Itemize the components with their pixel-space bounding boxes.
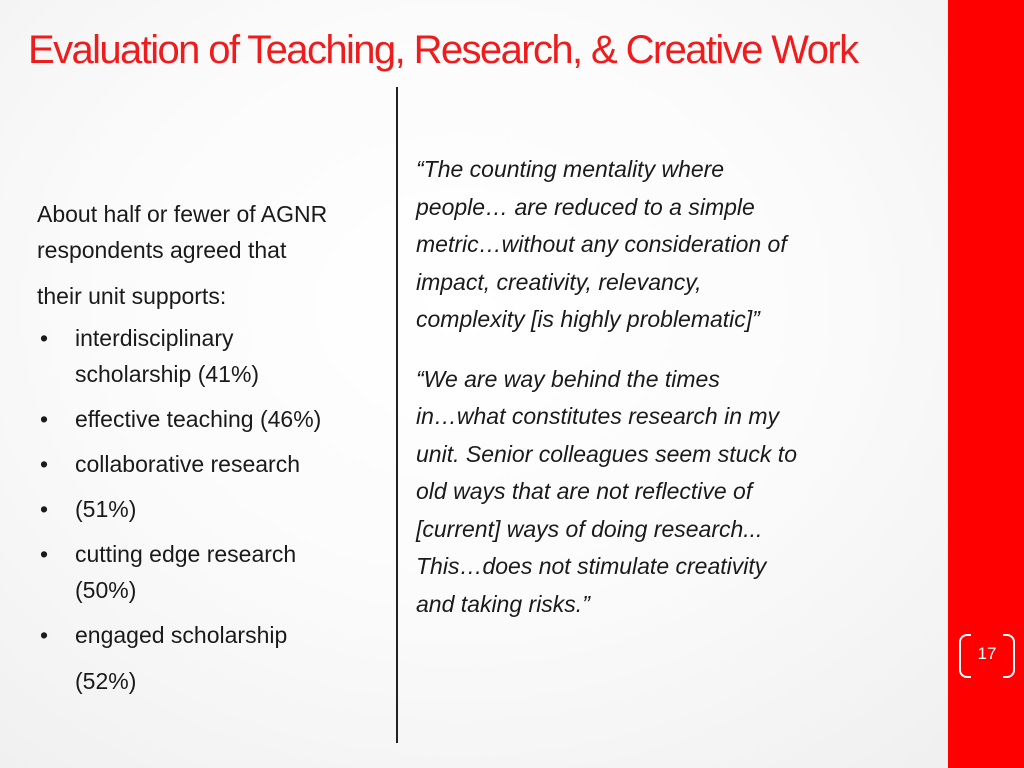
quote-line: and taking risks.” (416, 590, 590, 617)
list-item (37, 401, 417, 437)
list-item-text: engaged scholarship (75, 622, 288, 648)
bullet-icon: • (40, 496, 49, 522)
quote-line: metric…without any consideration of (416, 231, 787, 257)
quote-block (416, 361, 926, 624)
list-item-text: (52%) (75, 668, 137, 694)
page-number-badge (959, 632, 1015, 680)
list-item-text: (50%) (75, 577, 137, 603)
quote-line: people… are reduced to a simple (416, 193, 755, 220)
list-item (37, 491, 417, 527)
quote-line: “The counting mentality where (416, 156, 725, 182)
intro-line: their unit supports: (37, 283, 227, 309)
quote-line: old ways that are not reflective of (416, 478, 753, 504)
bullet-icon: • (40, 622, 49, 648)
quote-block (416, 151, 926, 339)
quote-line: [current] ways of doing research... (416, 515, 763, 542)
list-item-text: interdisciplinary (75, 325, 234, 351)
quote-line: unit. Senior colleagues seem stuck to (416, 440, 797, 467)
bullet-icon: • (40, 541, 49, 567)
right-brace-icon (1003, 634, 1015, 678)
list-item-text: (51%) (75, 496, 137, 522)
intro-text (37, 196, 417, 314)
quote-line: impact, creativity, relevancy, (416, 268, 702, 295)
bullet-icon: • (40, 451, 49, 477)
quote-line: “We are way behind the times (416, 365, 720, 392)
list-item (37, 536, 417, 608)
quote-line: This…does not stimulate creativity (416, 553, 767, 579)
list-item-text: effective teaching (46%) (75, 406, 322, 432)
list-item (37, 320, 417, 392)
quote-line: in…what constitutes research in my (416, 403, 780, 429)
list-item (37, 617, 417, 699)
slide-title: Evaluation of Teaching, Research, & Creative Work (28, 28, 858, 72)
left-column (37, 196, 417, 708)
list-item-text: cutting edge research (75, 541, 297, 567)
intro-line: About half or fewer of AGNR (37, 201, 328, 227)
support-list (37, 320, 417, 699)
bullet-icon: • (40, 325, 49, 351)
page-number: 17 (977, 644, 997, 663)
intro-line: respondents agreed that (37, 237, 287, 263)
list-item-text: scholarship (41%) (75, 361, 260, 387)
quote-line: complexity [is highly problematic]” (416, 306, 760, 332)
list-item (37, 446, 417, 482)
list-item-text: collaborative research (75, 451, 301, 477)
quotes-column (416, 151, 926, 623)
bullet-icon: • (40, 406, 49, 432)
